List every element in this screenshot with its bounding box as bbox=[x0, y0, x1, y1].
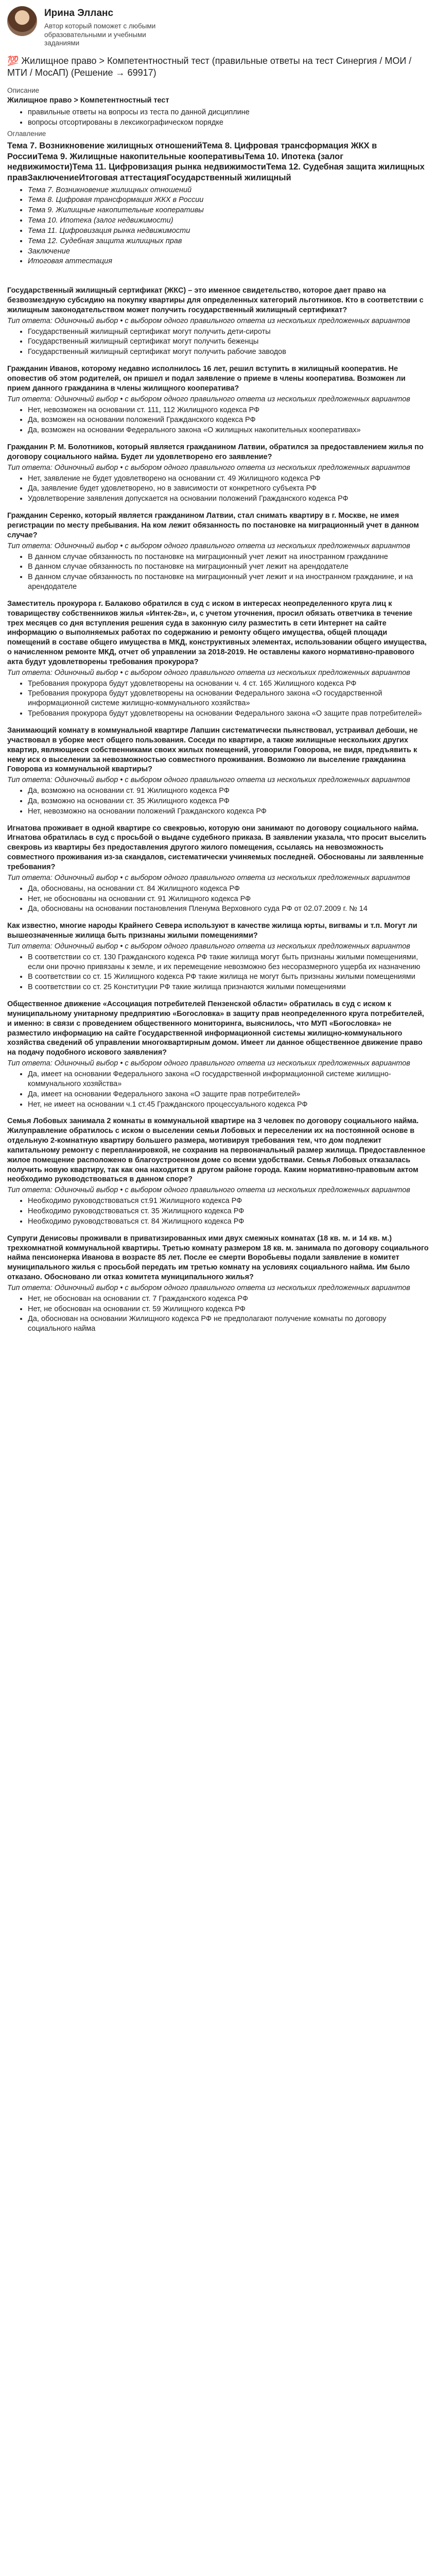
answer-option: • Требования прокурора будут удовлетворены на основании Федерального закона «О защите прав потребителей» bbox=[28, 709, 429, 719]
answer-option: • Нет, не имеет на основании ч.1 ст.45 Гражданского процессуального кодекса РФ bbox=[28, 1100, 429, 1110]
question-type: Тип ответа: Одиночный выбор • с выбором одного правильного ответа из нескольких предложенных вариантов bbox=[7, 316, 410, 325]
author-info bbox=[44, 6, 163, 48]
question-type: Тип ответа: Одиночный выбор • с выбором одного правильного ответа из нескольких предложенных вариантов bbox=[7, 541, 410, 550]
answer-option: • Да, имеет на основании Федерального закона «О защите прав потребителей» bbox=[28, 1090, 429, 1099]
question-block bbox=[7, 599, 429, 719]
author-name[interactable]: Ирина Элланс bbox=[44, 8, 114, 19]
question-text: Семья Лобовых занимала 2 комнаты в коммунальной квартире на 3 человек по договору социального найма. Жилуправление обратилось с иском о выселении семьи Лобовых и переселении их на постоянной основе в отдельную 2-комнатную квартиру большего размера, мотивируя требования тем, что дом подлежит капитальному ремонту с перепланировкой, не сохранив на первоначальный размер жилища. Предоставленное жилое помещение расположено в благоустроенном доме со всеми удобствами. Семья Лобовых отказалась получить новую квартиру, так как она находится в другом районе города. Каким нормативно-правовым актом необходимо руководствоваться в данном споре? bbox=[7, 1117, 426, 1184]
answer-option: • Требования прокурора будут удовлетворены на основании ч. 4 ст. 165 Жилищного кодекса РФ bbox=[28, 679, 429, 689]
answer-list bbox=[7, 405, 429, 436]
answer-option: • Да, возможно на основании ст. 91 Жилищного кодекса РФ bbox=[28, 786, 429, 796]
answer-option: • В данном случае обязанность по постановке на миграционный учет лежит на арендодателе bbox=[28, 562, 429, 572]
answer-option: • Нет, заявление не будет удовлетворено на основании ст. 49 Жилищного кодекса РФ bbox=[28, 474, 429, 484]
description-label: Описание bbox=[7, 87, 40, 95]
answer-option: • Да, обоснован на основании Жилищного кодекса РФ не предполагают получение комнаты по договору социального найма bbox=[28, 1314, 429, 1334]
answer-option: • Да, возможен на основании Федерального закона «О жилищных накопительных кооперативах» bbox=[28, 426, 429, 435]
answer-list bbox=[7, 552, 429, 592]
question-type: Тип ответа: Одиночный выбор • с выбором одного правильного ответа из нескольких предложенных вариантов bbox=[7, 942, 410, 951]
answer-option: • В данном случае обязанность по постановке на миграционный учет лежит и на иностранном гражданине, и на арендодателе bbox=[28, 572, 429, 592]
toc-item: • Итоговая аттестация bbox=[28, 257, 429, 266]
question-type: Тип ответа: Одиночный выбор • с выбором одного правильного ответа из нескольких предложенных вариантов bbox=[7, 395, 410, 403]
answer-list bbox=[7, 884, 429, 914]
answer-list bbox=[7, 1294, 429, 1334]
answer-list bbox=[7, 679, 429, 719]
question-type: Тип ответа: Одиночный выбор • с выбором одного правильного ответа из нескольких предложенных вариантов bbox=[7, 776, 410, 785]
question-type: Тип ответа: Одиночный выбор • с выбором одного правильного ответа из нескольких предложенных вариантов bbox=[7, 668, 410, 677]
question-list bbox=[7, 286, 429, 1334]
answer-option: • Нет, не обоснованы на основании ст. 91 Жилищного кодекса РФ bbox=[28, 894, 429, 904]
author-block bbox=[7, 6, 429, 48]
question-text: Супруги Денисовы проживали в приватизированных ими двух смежных комнатах (18 кв. м. и 14 кв. м.) трехкомнатной коммунальной квартиры. Третью комнату размером 18 кв. м. занимала по договору социального найма пенсионерка Иванова в возрасте 85 лет. После ее смерти Воробьевы подали заявление в комитет муниципального жилья с просьбой передать им третью комнату на условиях социального найма. Им было отказано. Обосновано ли отказ комитета муниципального жилья? bbox=[7, 1234, 429, 1282]
answer-option: • Удовлетворение заявления допускается на основании положений Гражданского кодекса РФ bbox=[28, 494, 429, 504]
question-text: Государственный жилищный сертификат (ЖКС) – это именное свидетельство, которое дает право на безвозмездную субсидию на покупку квартиры для определенных категорий льготников. Кто в соответствии с жилищным законодательством может получить государственный жилищный сертификат? bbox=[7, 286, 424, 314]
question-block bbox=[7, 364, 429, 435]
question-text: Заместитель прокурора г. Балаково обратился в суд с иском в интересах неопределенного круга лиц к товариществу собственников жилья «Интек-2в», и, с учетом уточнения, просил обязать ответчика в течение трех месяцев со дня вступления решения суда в законную силу разместить в сети Интернет на сайте информацию о выполняемых работах по содержанию и ремонту общего имущества, общей площади помещений в составе общего имущества в МКД, конструктивных элементах, использовании общего имущества, о начисленном ремонте МКД, отчет об управлении за 2018-2019. Не оставлены какого нормативно-правового акта будут удовлетворены требования прокурора? bbox=[7, 599, 427, 666]
question-text: Общественное движение «Ассоциация потребителей Пензенской области» обратилась в суд с иском к муниципальному унитарному предприятию «Богословка» в защиту прав неопределенного круга потребителей, и именно: в связи с проведением общественного мониторинга, выяснилось, что МУП «Богословка» не разместило информацию на сайте Государственной информационной системы жилищно-коммунального хозяйства сведений об управлении многоквартирным домом. Имеет ли данное общественное движение право на подачу подобного искового заявления? bbox=[7, 1000, 424, 1057]
answer-option: • Да, возможен на основании положений Гражданского кодекса РФ bbox=[28, 415, 429, 425]
question-text: Гражданин Иванов, которому недавно исполнилось 16 лет, решил вступить в жилищный кооператив. Не оповестив об этом родителей, он пришел и подал заявление о приеме в члены кооператива. Возможен ли прием данного гражданина в члены жилищного кооператива? bbox=[7, 365, 406, 393]
answer-option: • В соответствии со ст. 25 Конституции РФ такие жилища признаются жилыми помещениями bbox=[28, 982, 429, 992]
answer-option: • Нет, не обоснован на основании ст. 59 Жилищного кодекса РФ bbox=[28, 1304, 429, 1314]
question-text: Игнатова проживает в одной квартире со свекровью, которую они занимают по договору социального найма. Игнатова обратилась в суд с просьбой о выдаче судебного приказа. В заявлении указала, что просит выселить свекровь из квартиры без предоставления другого жилого помещения, ссылаясь на невозможность совместного проживания из-за скандалов, систематически учиняемых последней. Обоснованы ли заявленные требования? bbox=[7, 824, 427, 871]
question-block bbox=[7, 921, 429, 992]
answer-option: • В соответствии со ст. 130 Гражданского кодекса РФ такие жилища могут быть признаны жилыми помещениями, если они прочно привязаны к земле, и их перемещение невозможно без несоразмерного ущерба их назначению bbox=[28, 953, 429, 972]
answer-option: • Необходимо руководствоваться ст.91 Жилищного кодекса РФ bbox=[28, 1196, 429, 1206]
answer-option: • Да, обоснованы на основании постановления Пленума Верховного суда РФ от 02.07.2009 г. № 14 bbox=[28, 904, 429, 914]
toc-item: • Заключение bbox=[28, 247, 429, 257]
answer-option: • В соответствии со ст. 15 Жилищного кодекса РФ такие жилища не могут быть признаны жилыми помещениями bbox=[28, 972, 429, 982]
question-block bbox=[7, 511, 429, 592]
toc-list bbox=[7, 185, 429, 267]
toc-item: • Тема 7. Возникновение жилищных отношений bbox=[28, 185, 429, 195]
spacer bbox=[7, 268, 429, 283]
answer-list bbox=[7, 953, 429, 992]
description-item: • правильные ответы на вопросы из теста по данной дисциплине bbox=[28, 108, 429, 117]
toc-heading: Тема 7. Возникновение жилищных отношенийТема 8. Цифровая трансформация ЖКХ в РоссииТема 9. Жилищные накопительные кооперативыТема 10. Ипотека (залог недвижимости)Тема 11. Цифровизация рынка недвижимостиТема 12. Судебная защита жилищных правЗаключениеИтоговая аттестацияГосударственный жилищный bbox=[7, 141, 425, 182]
question-type: Тип ответа: Одиночный выбор • с выбором одного правильного ответа из нескольких предложенных вариантов bbox=[7, 1186, 410, 1195]
description-title: Жилищное право > Компетентностный тест bbox=[7, 96, 169, 105]
author-description: Автор который поможет с любыми образовательными и учебными заданиями bbox=[44, 22, 156, 47]
answer-option: • Да, заявление будет удовлетворено, но в зависимости от конкретного субъекта РФ bbox=[28, 484, 429, 494]
answer-option: • Государственный жилищный сертификат могут получить дети-сироты bbox=[28, 327, 429, 337]
question-block bbox=[7, 1234, 429, 1334]
answer-option: • Необходимо руководствоваться ст. 84 Жилищного кодекса РФ bbox=[28, 1217, 429, 1227]
answer-option: • Да, имеет на основании Федерального закона «О государственной информационной системе жилищно-коммунального хозяйства» bbox=[28, 1070, 429, 1089]
answer-option: • Требования прокурора будут удовлетворены на основании Федерального закона «О государственной информационной системе жилищно-коммунального хозяйства» bbox=[28, 689, 429, 708]
answer-list bbox=[7, 1070, 429, 1109]
question-text: Занимающий комнату в коммунальной квартире Лапшин систематически пьянствовал, устраивал дебоши, не участвовал в уборке мест общего пользования. Соседи по квартире, а также жилищные нескольких других квартир, являющиеся собственниками своих жилых помещений, уговорили Говорова, не видя, предъявить к нему иск о выселении за невозможностью совместного проживания. Возможно ли выселение гражданина Говорова из коммунальной квартиры? bbox=[7, 726, 418, 774]
question-block bbox=[7, 286, 429, 357]
answer-list bbox=[7, 327, 429, 358]
question-block bbox=[7, 1116, 429, 1226]
answer-option: • Нет, не обоснован на основании ст. 7 Гражданского кодекса РФ bbox=[28, 1294, 429, 1304]
answer-list bbox=[7, 474, 429, 504]
toc-item: • Тема 10. Ипотека (залог недвижимости) bbox=[28, 216, 429, 226]
question-type: Тип ответа: Одиночный выбор • с выбором одного правильного ответа из нескольких предложенных вариантов bbox=[7, 873, 410, 882]
answer-option: • Да, возможно на основании ст. 35 Жилищного кодекса РФ bbox=[28, 796, 429, 806]
answer-option: • Да, обоснованы, на основании ст. 84 Жилищного кодекса РФ bbox=[28, 884, 429, 894]
question-text: Гражданин Серенко, который является гражданином Латвии, стал снимать квартиру в г. Москве, не имея регистрации по месту пребывания. На ком лежит обязанность по постановке на миграционный учет в данном случае? bbox=[7, 512, 419, 539]
toc-item: • Тема 8. Цифровая трансформация ЖКХ в России bbox=[28, 195, 429, 205]
question-type: Тип ответа: Одиночный выбор • с выбором одного правильного ответа из нескольких предложенных вариантов bbox=[7, 1283, 410, 1292]
question-block bbox=[7, 824, 429, 914]
answer-option: • В данном случае обязанность по постановке на миграционный учет лежит на иностранном гражданине bbox=[28, 552, 429, 562]
answer-option: • Государственный жилищный сертификат могут получить беженцы bbox=[28, 337, 429, 347]
question-text: Как известно, многие народы Крайнего Севера используют в качестве жилища юрты, вигвамы и т.п. Могут ли вышеозначенные жилища быть признаны жилыми помещениями? bbox=[7, 922, 417, 940]
toc-item: • Тема 11. Цифровизация рынка недвижимости bbox=[28, 226, 429, 236]
toc-label: Оглавление bbox=[7, 130, 46, 138]
toc-item: • Тема 12. Судебная защита жилищных прав bbox=[28, 236, 429, 246]
description-list bbox=[7, 108, 429, 128]
question-type: Тип ответа: Одиночный выбор • с выбором одного правильного ответа из нескольких предложенных вариантов bbox=[7, 1059, 410, 1068]
question-block bbox=[7, 999, 429, 1109]
answer-list bbox=[7, 1196, 429, 1227]
page-title: 💯 Жилищное право > Компетентностный тест (правильные ответы на тест Синергия / МОИ / МТИ / МосАП) (Решение → 69917) bbox=[7, 56, 412, 78]
answer-list bbox=[7, 786, 429, 817]
toc-item: • Тема 9. Жилищные накопительные кооперативы bbox=[28, 206, 429, 215]
description-item: • вопросы отсортированы в лексикографическом порядке bbox=[28, 118, 429, 128]
answer-option: • Нет, невозможен на основании ст. 111, 112 Жилищного кодекса РФ bbox=[28, 405, 429, 415]
question-type: Тип ответа: Одиночный выбор • с выбором одного правильного ответа из нескольких предложенных вариантов bbox=[7, 463, 410, 472]
author-avatar[interactable] bbox=[7, 6, 37, 36]
question-block bbox=[7, 726, 429, 817]
question-text: Гражданин Р. М. Болотников, который является гражданином Латвии, обратился за предоставлением жилья по договору социального найма. Будет ли удовлетворено его заявление? bbox=[7, 443, 424, 461]
answer-option: • Нет, невозможно на основании положений Гражданского кодекса РФ bbox=[28, 807, 429, 817]
answer-option: • Государственный жилищный сертификат могут получить рабочие заводов bbox=[28, 347, 429, 357]
question-block bbox=[7, 443, 429, 504]
answer-option: • Необходимо руководствоваться ст. 35 Жилищного кодекса РФ bbox=[28, 1207, 429, 1216]
